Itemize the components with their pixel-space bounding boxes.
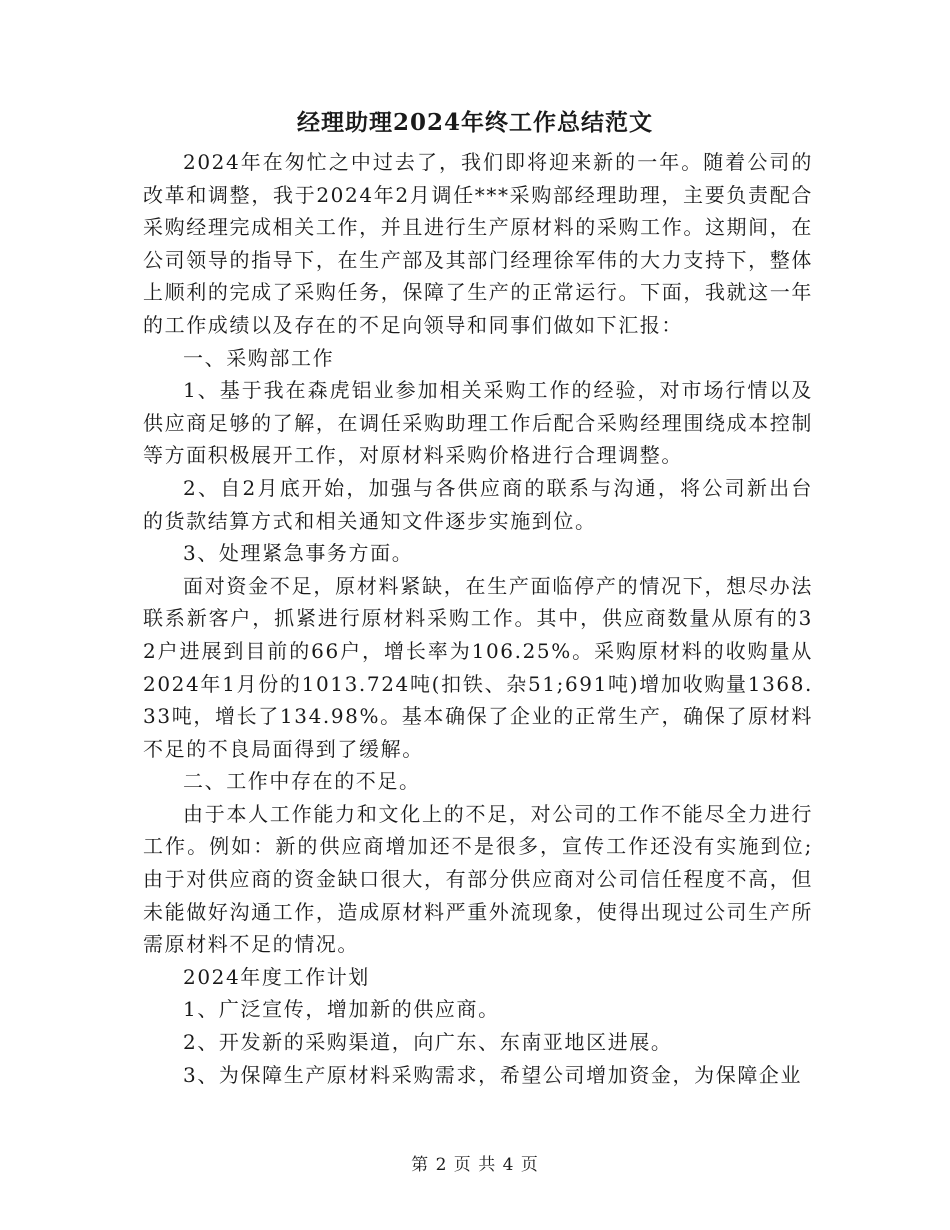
plan-item-2: 2、开发新的采购渠道，向广东、东南亚地区进展。 [183,1030,673,1055]
paragraph-item-2: 2、自2月底开始，加强与各供应商的联系与沟通，将公司新出台的货款结算方式和相关通知文件逐步实施到位。 [143,475,813,533]
paragraph-intro: 2024年在匆忙之中过去了，我们即将迎来新的一年。随着公司的改革和调整，我于2024年2月调任***采购部经理助理，主要负责配合采购经理完成相关工作，并且进行生产原材料的采购工作。这期间，在公司领导的指导下，在生产部及其部门经理徐军伟的大力支持下，整体上顺利的完成了采购任务，保障了生产的正常运行。下面，我就这一年的工作成绩以及存在的不足向领导和同事们做如下汇报： [143,150,813,337]
paragraph-item-3: 3、处理紧急事务方面。 [183,541,414,566]
document-body [143,146,813,1091]
section-heading-plan: 2024年度工作计划 [183,964,370,989]
plan-item-1: 1、广泛宣传，增加新的供应商。 [183,997,500,1022]
section-heading-shortcomings: 二、工作中存在的不足。 [183,769,421,794]
section-heading-purchasing: 一、采购部工作 [183,345,335,370]
document-title: 经理助理2024年终工作总结范文 [296,109,653,136]
page-number-footer: 第 2 页 共 4 页 [411,1155,539,1175]
plan-item-3: 3、为保障生产原材料采购需求，希望公司增加资金，为保障企业 [183,1062,803,1087]
paragraph-item-1: 1、基于我在森虎铝业参加相关采购工作的经验，对市场行情以及供应商足够的了解，在调任采购助理工作后配合采购经理围绕成本控制等方面积极展开工作，对原材料采购价格进行合理调整。 [143,378,813,468]
paragraph-shortcomings: 由于本人工作能力和文化上的不足，对公司的工作不能尽全力进行工作。例如：新的供应商增加还不是很多，宣传工作还没有实施到位;由于对供应商的资金缺口很大，有部分供应商对公司信任程度不高，但未能做好沟通工作，造成原材料严重外流现象，使得出现过公司生产所需原材料不足的情况。 [143,801,813,957]
paragraph-emergency-details: 面对资金不足，原材料紧缺，在生产面临停产的情况下，想尽办法联系新客户，抓紧进行原材料采购工作。其中，供应商数量从原有的32户进展到目前的66户，增长率为106.25%。采购原材料的收购量从2024年1月份的1013.724吨(扣铁、杂51;691吨)增加收购量1368.33吨，增长了134.98%。基本确保了企业的正常生产，确保了原材料不足的不良局面得到了缓解。 [143,573,813,761]
